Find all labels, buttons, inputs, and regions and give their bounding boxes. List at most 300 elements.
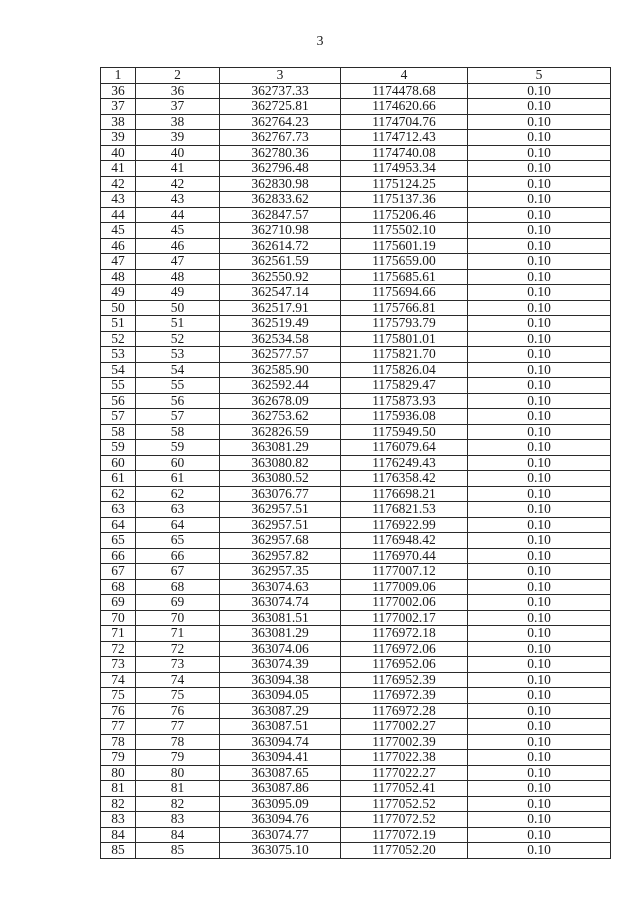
table-cell: 85 bbox=[101, 843, 136, 859]
table-cell: 71 bbox=[136, 626, 220, 642]
table-cell: 363087.86 bbox=[220, 781, 341, 797]
table-cell: 1177072.19 bbox=[341, 827, 468, 843]
table-cell: 38 bbox=[136, 114, 220, 130]
table-row bbox=[101, 641, 611, 657]
table-cell: 38 bbox=[101, 114, 136, 130]
table-cell: 362534.58 bbox=[220, 331, 341, 347]
table-cell: 0.10 bbox=[468, 486, 611, 502]
table-cell: 0.10 bbox=[468, 719, 611, 735]
table-cell: 1176358.42 bbox=[341, 471, 468, 487]
table-cell: 54 bbox=[136, 362, 220, 378]
table-cell: 47 bbox=[101, 254, 136, 270]
table-cell: 36 bbox=[136, 83, 220, 99]
table-cell: 362678.09 bbox=[220, 393, 341, 409]
table-cell: 363080.82 bbox=[220, 455, 341, 471]
table-cell: 40 bbox=[101, 145, 136, 161]
table-cell: 1176972.39 bbox=[341, 688, 468, 704]
table-cell: 0.10 bbox=[468, 812, 611, 828]
table-row bbox=[101, 176, 611, 192]
table-row bbox=[101, 285, 611, 301]
table-cell: 54 bbox=[101, 362, 136, 378]
table-row bbox=[101, 579, 611, 595]
table-cell: 1175821.70 bbox=[341, 347, 468, 363]
table-cell: 80 bbox=[101, 765, 136, 781]
table-cell: 1177052.20 bbox=[341, 843, 468, 859]
table-cell: 77 bbox=[136, 719, 220, 735]
table-cell: 40 bbox=[136, 145, 220, 161]
table-cell: 0.10 bbox=[468, 610, 611, 626]
table-cell: 66 bbox=[101, 548, 136, 564]
table-cell: 362830.98 bbox=[220, 176, 341, 192]
table-cell: 1176079.64 bbox=[341, 440, 468, 456]
column-header-2: 2 bbox=[136, 68, 220, 84]
table-cell: 362710.98 bbox=[220, 223, 341, 239]
table-cell: 0.10 bbox=[468, 99, 611, 115]
table-cell: 1177052.52 bbox=[341, 796, 468, 812]
table-cell: 362753.62 bbox=[220, 409, 341, 425]
table-cell: 57 bbox=[136, 409, 220, 425]
table-cell: 83 bbox=[101, 812, 136, 828]
table-row bbox=[101, 409, 611, 425]
table-row bbox=[101, 99, 611, 115]
table-cell: 0.10 bbox=[468, 672, 611, 688]
table-cell: 0.10 bbox=[468, 750, 611, 766]
table-cell: 0.10 bbox=[468, 300, 611, 316]
table-cell: 0.10 bbox=[468, 207, 611, 223]
table-cell: 1176972.18 bbox=[341, 626, 468, 642]
table-cell: 0.10 bbox=[468, 455, 611, 471]
table-cell: 1176952.06 bbox=[341, 657, 468, 673]
table-cell: 58 bbox=[136, 424, 220, 440]
table-cell: 363080.52 bbox=[220, 471, 341, 487]
table-cell: 0.10 bbox=[468, 285, 611, 301]
table-row bbox=[101, 688, 611, 704]
table-cell: 363094.05 bbox=[220, 688, 341, 704]
table-row bbox=[101, 595, 611, 611]
table-cell: 0.10 bbox=[468, 238, 611, 254]
table-cell: 1176972.28 bbox=[341, 703, 468, 719]
table-cell: 362725.81 bbox=[220, 99, 341, 115]
table-cell: 77 bbox=[101, 719, 136, 735]
table-cell: 1175694.66 bbox=[341, 285, 468, 301]
table-cell: 47 bbox=[136, 254, 220, 270]
table-cell: 1175502.10 bbox=[341, 223, 468, 239]
table-cell: 363081.29 bbox=[220, 626, 341, 642]
table-cell: 1174704.76 bbox=[341, 114, 468, 130]
table-cell: 1177007.12 bbox=[341, 564, 468, 580]
table-cell: 42 bbox=[101, 176, 136, 192]
table-cell: 0.10 bbox=[468, 657, 611, 673]
table-cell: 60 bbox=[101, 455, 136, 471]
table-row bbox=[101, 750, 611, 766]
table-cell: 0.10 bbox=[468, 471, 611, 487]
table-cell: 362957.51 bbox=[220, 502, 341, 518]
column-header-3: 3 bbox=[220, 68, 341, 84]
table-cell: 363087.65 bbox=[220, 765, 341, 781]
table-cell: 37 bbox=[136, 99, 220, 115]
table-cell: 73 bbox=[101, 657, 136, 673]
table-row bbox=[101, 207, 611, 223]
table-cell: 362833.62 bbox=[220, 192, 341, 208]
table-cell: 363094.76 bbox=[220, 812, 341, 828]
table-row bbox=[101, 393, 611, 409]
table-cell: 55 bbox=[136, 378, 220, 394]
table-cell: 80 bbox=[136, 765, 220, 781]
table-cell: 85 bbox=[136, 843, 220, 859]
coordinates-table bbox=[100, 67, 611, 859]
table-cell: 0.10 bbox=[468, 223, 611, 239]
table-cell: 0.10 bbox=[468, 130, 611, 146]
table-cell: 73 bbox=[136, 657, 220, 673]
table-cell: 76 bbox=[101, 703, 136, 719]
table-cell: 75 bbox=[136, 688, 220, 704]
table-cell: 363076.77 bbox=[220, 486, 341, 502]
table-row bbox=[101, 765, 611, 781]
table-cell: 49 bbox=[136, 285, 220, 301]
table-cell: 62 bbox=[136, 486, 220, 502]
table-cell: 362764.23 bbox=[220, 114, 341, 130]
table-cell: 0.10 bbox=[468, 564, 611, 580]
table-cell: 56 bbox=[136, 393, 220, 409]
table-row bbox=[101, 719, 611, 735]
table-cell: 39 bbox=[136, 130, 220, 146]
table-row bbox=[101, 114, 611, 130]
table-row bbox=[101, 517, 611, 533]
table-cell: 363075.10 bbox=[220, 843, 341, 859]
table-cell: 1176970.44 bbox=[341, 548, 468, 564]
table-cell: 0.10 bbox=[468, 331, 611, 347]
table-cell: 1175873.93 bbox=[341, 393, 468, 409]
table-row bbox=[101, 254, 611, 270]
table-cell: 0.10 bbox=[468, 626, 611, 642]
table-body bbox=[101, 83, 611, 858]
table-cell: 79 bbox=[136, 750, 220, 766]
table-cell: 362547.14 bbox=[220, 285, 341, 301]
table-cell: 1177002.06 bbox=[341, 595, 468, 611]
table-row bbox=[101, 812, 611, 828]
table-cell: 363074.77 bbox=[220, 827, 341, 843]
table-row bbox=[101, 300, 611, 316]
table-cell: 52 bbox=[136, 331, 220, 347]
table-cell: 362519.49 bbox=[220, 316, 341, 332]
table-cell: 0.10 bbox=[468, 703, 611, 719]
table-cell: 362957.35 bbox=[220, 564, 341, 580]
table-cell: 1176821.53 bbox=[341, 502, 468, 518]
table-cell: 362826.59 bbox=[220, 424, 341, 440]
table-cell: 75 bbox=[101, 688, 136, 704]
table-cell: 362561.59 bbox=[220, 254, 341, 270]
table-cell: 60 bbox=[136, 455, 220, 471]
table-cell: 1176948.42 bbox=[341, 533, 468, 549]
table-cell: 63 bbox=[101, 502, 136, 518]
table-cell: 363087.51 bbox=[220, 719, 341, 735]
table-cell: 1175793.79 bbox=[341, 316, 468, 332]
table-cell: 61 bbox=[136, 471, 220, 487]
table-cell: 0.10 bbox=[468, 378, 611, 394]
table-cell: 1175137.36 bbox=[341, 192, 468, 208]
table-row bbox=[101, 362, 611, 378]
table-cell: 36 bbox=[101, 83, 136, 99]
table-row bbox=[101, 347, 611, 363]
table-cell: 363074.39 bbox=[220, 657, 341, 673]
column-header-1: 1 bbox=[101, 68, 136, 84]
table-cell: 1174478.68 bbox=[341, 83, 468, 99]
table-cell: 45 bbox=[136, 223, 220, 239]
table-cell: 1175601.19 bbox=[341, 238, 468, 254]
table-cell: 0.10 bbox=[468, 796, 611, 812]
table-cell: 0.10 bbox=[468, 409, 611, 425]
table-row bbox=[101, 269, 611, 285]
table-cell: 79 bbox=[101, 750, 136, 766]
table-cell: 74 bbox=[136, 672, 220, 688]
table-cell: 362847.57 bbox=[220, 207, 341, 223]
table-cell: 362577.57 bbox=[220, 347, 341, 363]
table-cell: 363087.29 bbox=[220, 703, 341, 719]
table-cell: 48 bbox=[101, 269, 136, 285]
table-row bbox=[101, 843, 611, 859]
table-row bbox=[101, 781, 611, 797]
table-cell: 50 bbox=[101, 300, 136, 316]
table-cell: 0.10 bbox=[468, 579, 611, 595]
table-cell: 82 bbox=[101, 796, 136, 812]
table-cell: 362780.36 bbox=[220, 145, 341, 161]
table-row bbox=[101, 533, 611, 549]
table-cell: 363074.63 bbox=[220, 579, 341, 595]
table-row bbox=[101, 424, 611, 440]
table-cell: 1175766.81 bbox=[341, 300, 468, 316]
table-cell: 70 bbox=[101, 610, 136, 626]
table-cell: 0.10 bbox=[468, 114, 611, 130]
table-cell: 41 bbox=[136, 161, 220, 177]
table-cell: 1174740.08 bbox=[341, 145, 468, 161]
table-row bbox=[101, 626, 611, 642]
table-cell: 67 bbox=[136, 564, 220, 580]
table-cell: 1175949.50 bbox=[341, 424, 468, 440]
table-cell: 82 bbox=[136, 796, 220, 812]
table-cell: 67 bbox=[101, 564, 136, 580]
table-cell: 84 bbox=[101, 827, 136, 843]
table-cell: 39 bbox=[101, 130, 136, 146]
table-cell: 0.10 bbox=[468, 254, 611, 270]
table-cell: 363074.74 bbox=[220, 595, 341, 611]
table-cell: 63 bbox=[136, 502, 220, 518]
table-row bbox=[101, 657, 611, 673]
table-cell: 362767.73 bbox=[220, 130, 341, 146]
table-cell: 1175801.01 bbox=[341, 331, 468, 347]
table-cell: 0.10 bbox=[468, 548, 611, 564]
table-cell: 0.10 bbox=[468, 641, 611, 657]
table-cell: 0.10 bbox=[468, 781, 611, 797]
table-cell: 0.10 bbox=[468, 502, 611, 518]
table-cell: 70 bbox=[136, 610, 220, 626]
table-cell: 46 bbox=[101, 238, 136, 254]
table-cell: 61 bbox=[101, 471, 136, 487]
table-cell: 68 bbox=[101, 579, 136, 595]
table-cell: 0.10 bbox=[468, 161, 611, 177]
table-cell: 0.10 bbox=[468, 595, 611, 611]
table-cell: 37 bbox=[101, 99, 136, 115]
table-cell: 1177022.27 bbox=[341, 765, 468, 781]
table-cell: 1174953.34 bbox=[341, 161, 468, 177]
table-cell: 1175936.08 bbox=[341, 409, 468, 425]
table-cell: 69 bbox=[136, 595, 220, 611]
table-cell: 74 bbox=[101, 672, 136, 688]
table-cell: 363095.09 bbox=[220, 796, 341, 812]
table-cell: 362585.90 bbox=[220, 362, 341, 378]
table-cell: 65 bbox=[101, 533, 136, 549]
table-cell: 59 bbox=[136, 440, 220, 456]
table-cell: 53 bbox=[136, 347, 220, 363]
table-cell: 1177072.52 bbox=[341, 812, 468, 828]
table-cell: 363074.06 bbox=[220, 641, 341, 657]
table-cell: 1174712.43 bbox=[341, 130, 468, 146]
table-cell: 363081.29 bbox=[220, 440, 341, 456]
table-cell: 72 bbox=[136, 641, 220, 657]
table-cell: 1177052.41 bbox=[341, 781, 468, 797]
table-row bbox=[101, 796, 611, 812]
table-cell: 0.10 bbox=[468, 269, 611, 285]
page-number: 3 bbox=[316, 34, 324, 49]
table-cell: 1176249.43 bbox=[341, 455, 468, 471]
table-row bbox=[101, 192, 611, 208]
table-cell: 68 bbox=[136, 579, 220, 595]
table-row bbox=[101, 672, 611, 688]
table-cell: 0.10 bbox=[468, 362, 611, 378]
table-cell: 0.10 bbox=[468, 192, 611, 208]
table-cell: 1177002.39 bbox=[341, 734, 468, 750]
table-row bbox=[101, 161, 611, 177]
table-cell: 362737.33 bbox=[220, 83, 341, 99]
table-cell: 0.10 bbox=[468, 83, 611, 99]
table-header-row bbox=[101, 68, 611, 84]
table-cell: 0.10 bbox=[468, 424, 611, 440]
table-cell: 0.10 bbox=[468, 145, 611, 161]
table-cell: 57 bbox=[101, 409, 136, 425]
table-cell: 78 bbox=[101, 734, 136, 750]
table-cell: 362550.92 bbox=[220, 269, 341, 285]
table-cell: 51 bbox=[136, 316, 220, 332]
table-cell: 1177009.06 bbox=[341, 579, 468, 595]
table-cell: 362796.48 bbox=[220, 161, 341, 177]
table-row bbox=[101, 564, 611, 580]
table-cell: 362592.44 bbox=[220, 378, 341, 394]
table-cell: 43 bbox=[101, 192, 136, 208]
table-row bbox=[101, 548, 611, 564]
table-cell: 0.10 bbox=[468, 827, 611, 843]
table-row bbox=[101, 610, 611, 626]
table-cell: 1176972.06 bbox=[341, 641, 468, 657]
table-row bbox=[101, 440, 611, 456]
table-row bbox=[101, 455, 611, 471]
table-cell: 41 bbox=[101, 161, 136, 177]
table-row bbox=[101, 703, 611, 719]
table-cell: 1175826.04 bbox=[341, 362, 468, 378]
table-cell: 42 bbox=[136, 176, 220, 192]
table-row bbox=[101, 316, 611, 332]
table-cell: 44 bbox=[136, 207, 220, 223]
table-row bbox=[101, 378, 611, 394]
table-cell: 363094.74 bbox=[220, 734, 341, 750]
table-cell: 1177022.38 bbox=[341, 750, 468, 766]
table-row bbox=[101, 471, 611, 487]
table-row bbox=[101, 238, 611, 254]
table-cell: 362517.91 bbox=[220, 300, 341, 316]
table-cell: 362957.82 bbox=[220, 548, 341, 564]
table-cell: 0.10 bbox=[468, 533, 611, 549]
table-row bbox=[101, 827, 611, 843]
table-cell: 0.10 bbox=[468, 176, 611, 192]
table-cell: 1176698.21 bbox=[341, 486, 468, 502]
table-cell: 1175206.46 bbox=[341, 207, 468, 223]
table-cell: 62 bbox=[101, 486, 136, 502]
table-cell: 81 bbox=[101, 781, 136, 797]
table-row bbox=[101, 130, 611, 146]
table-cell: 64 bbox=[101, 517, 136, 533]
table-cell: 1175124.25 bbox=[341, 176, 468, 192]
table-cell: 0.10 bbox=[468, 393, 611, 409]
table-cell: 64 bbox=[136, 517, 220, 533]
table-cell: 1177002.27 bbox=[341, 719, 468, 735]
table-cell: 1177002.17 bbox=[341, 610, 468, 626]
table-cell: 0.10 bbox=[468, 316, 611, 332]
table-cell: 52 bbox=[101, 331, 136, 347]
table-row bbox=[101, 83, 611, 99]
table-cell: 65 bbox=[136, 533, 220, 549]
table-cell: 1175659.00 bbox=[341, 254, 468, 270]
table-cell: 59 bbox=[101, 440, 136, 456]
table-cell: 1174620.66 bbox=[341, 99, 468, 115]
table-row bbox=[101, 502, 611, 518]
table-cell: 51 bbox=[101, 316, 136, 332]
table-cell: 58 bbox=[101, 424, 136, 440]
table-cell: 0.10 bbox=[468, 517, 611, 533]
table-cell: 362614.72 bbox=[220, 238, 341, 254]
table-cell: 1175685.61 bbox=[341, 269, 468, 285]
table-cell: 363081.51 bbox=[220, 610, 341, 626]
table-row bbox=[101, 331, 611, 347]
column-header-5: 5 bbox=[468, 68, 611, 84]
table-cell: 83 bbox=[136, 812, 220, 828]
table-cell: 1175829.47 bbox=[341, 378, 468, 394]
column-header-4: 4 bbox=[341, 68, 468, 84]
table-cell: 53 bbox=[101, 347, 136, 363]
table-cell: 0.10 bbox=[468, 734, 611, 750]
table-row bbox=[101, 734, 611, 750]
table-cell: 71 bbox=[101, 626, 136, 642]
table-cell: 55 bbox=[101, 378, 136, 394]
table-cell: 362957.68 bbox=[220, 533, 341, 549]
table-cell: 0.10 bbox=[468, 843, 611, 859]
table-cell: 48 bbox=[136, 269, 220, 285]
table-cell: 44 bbox=[101, 207, 136, 223]
table-row bbox=[101, 486, 611, 502]
table-cell: 84 bbox=[136, 827, 220, 843]
table-cell: 69 bbox=[101, 595, 136, 611]
table-cell: 45 bbox=[101, 223, 136, 239]
table-cell: 0.10 bbox=[468, 440, 611, 456]
table-cell: 50 bbox=[136, 300, 220, 316]
table-cell: 72 bbox=[101, 641, 136, 657]
table-cell: 46 bbox=[136, 238, 220, 254]
table-cell: 1176952.39 bbox=[341, 672, 468, 688]
table-cell: 81 bbox=[136, 781, 220, 797]
table-cell: 0.10 bbox=[468, 347, 611, 363]
table-cell: 1176922.99 bbox=[341, 517, 468, 533]
table-cell: 0.10 bbox=[468, 765, 611, 781]
table-cell: 78 bbox=[136, 734, 220, 750]
table-cell: 363094.38 bbox=[220, 672, 341, 688]
table-cell: 76 bbox=[136, 703, 220, 719]
